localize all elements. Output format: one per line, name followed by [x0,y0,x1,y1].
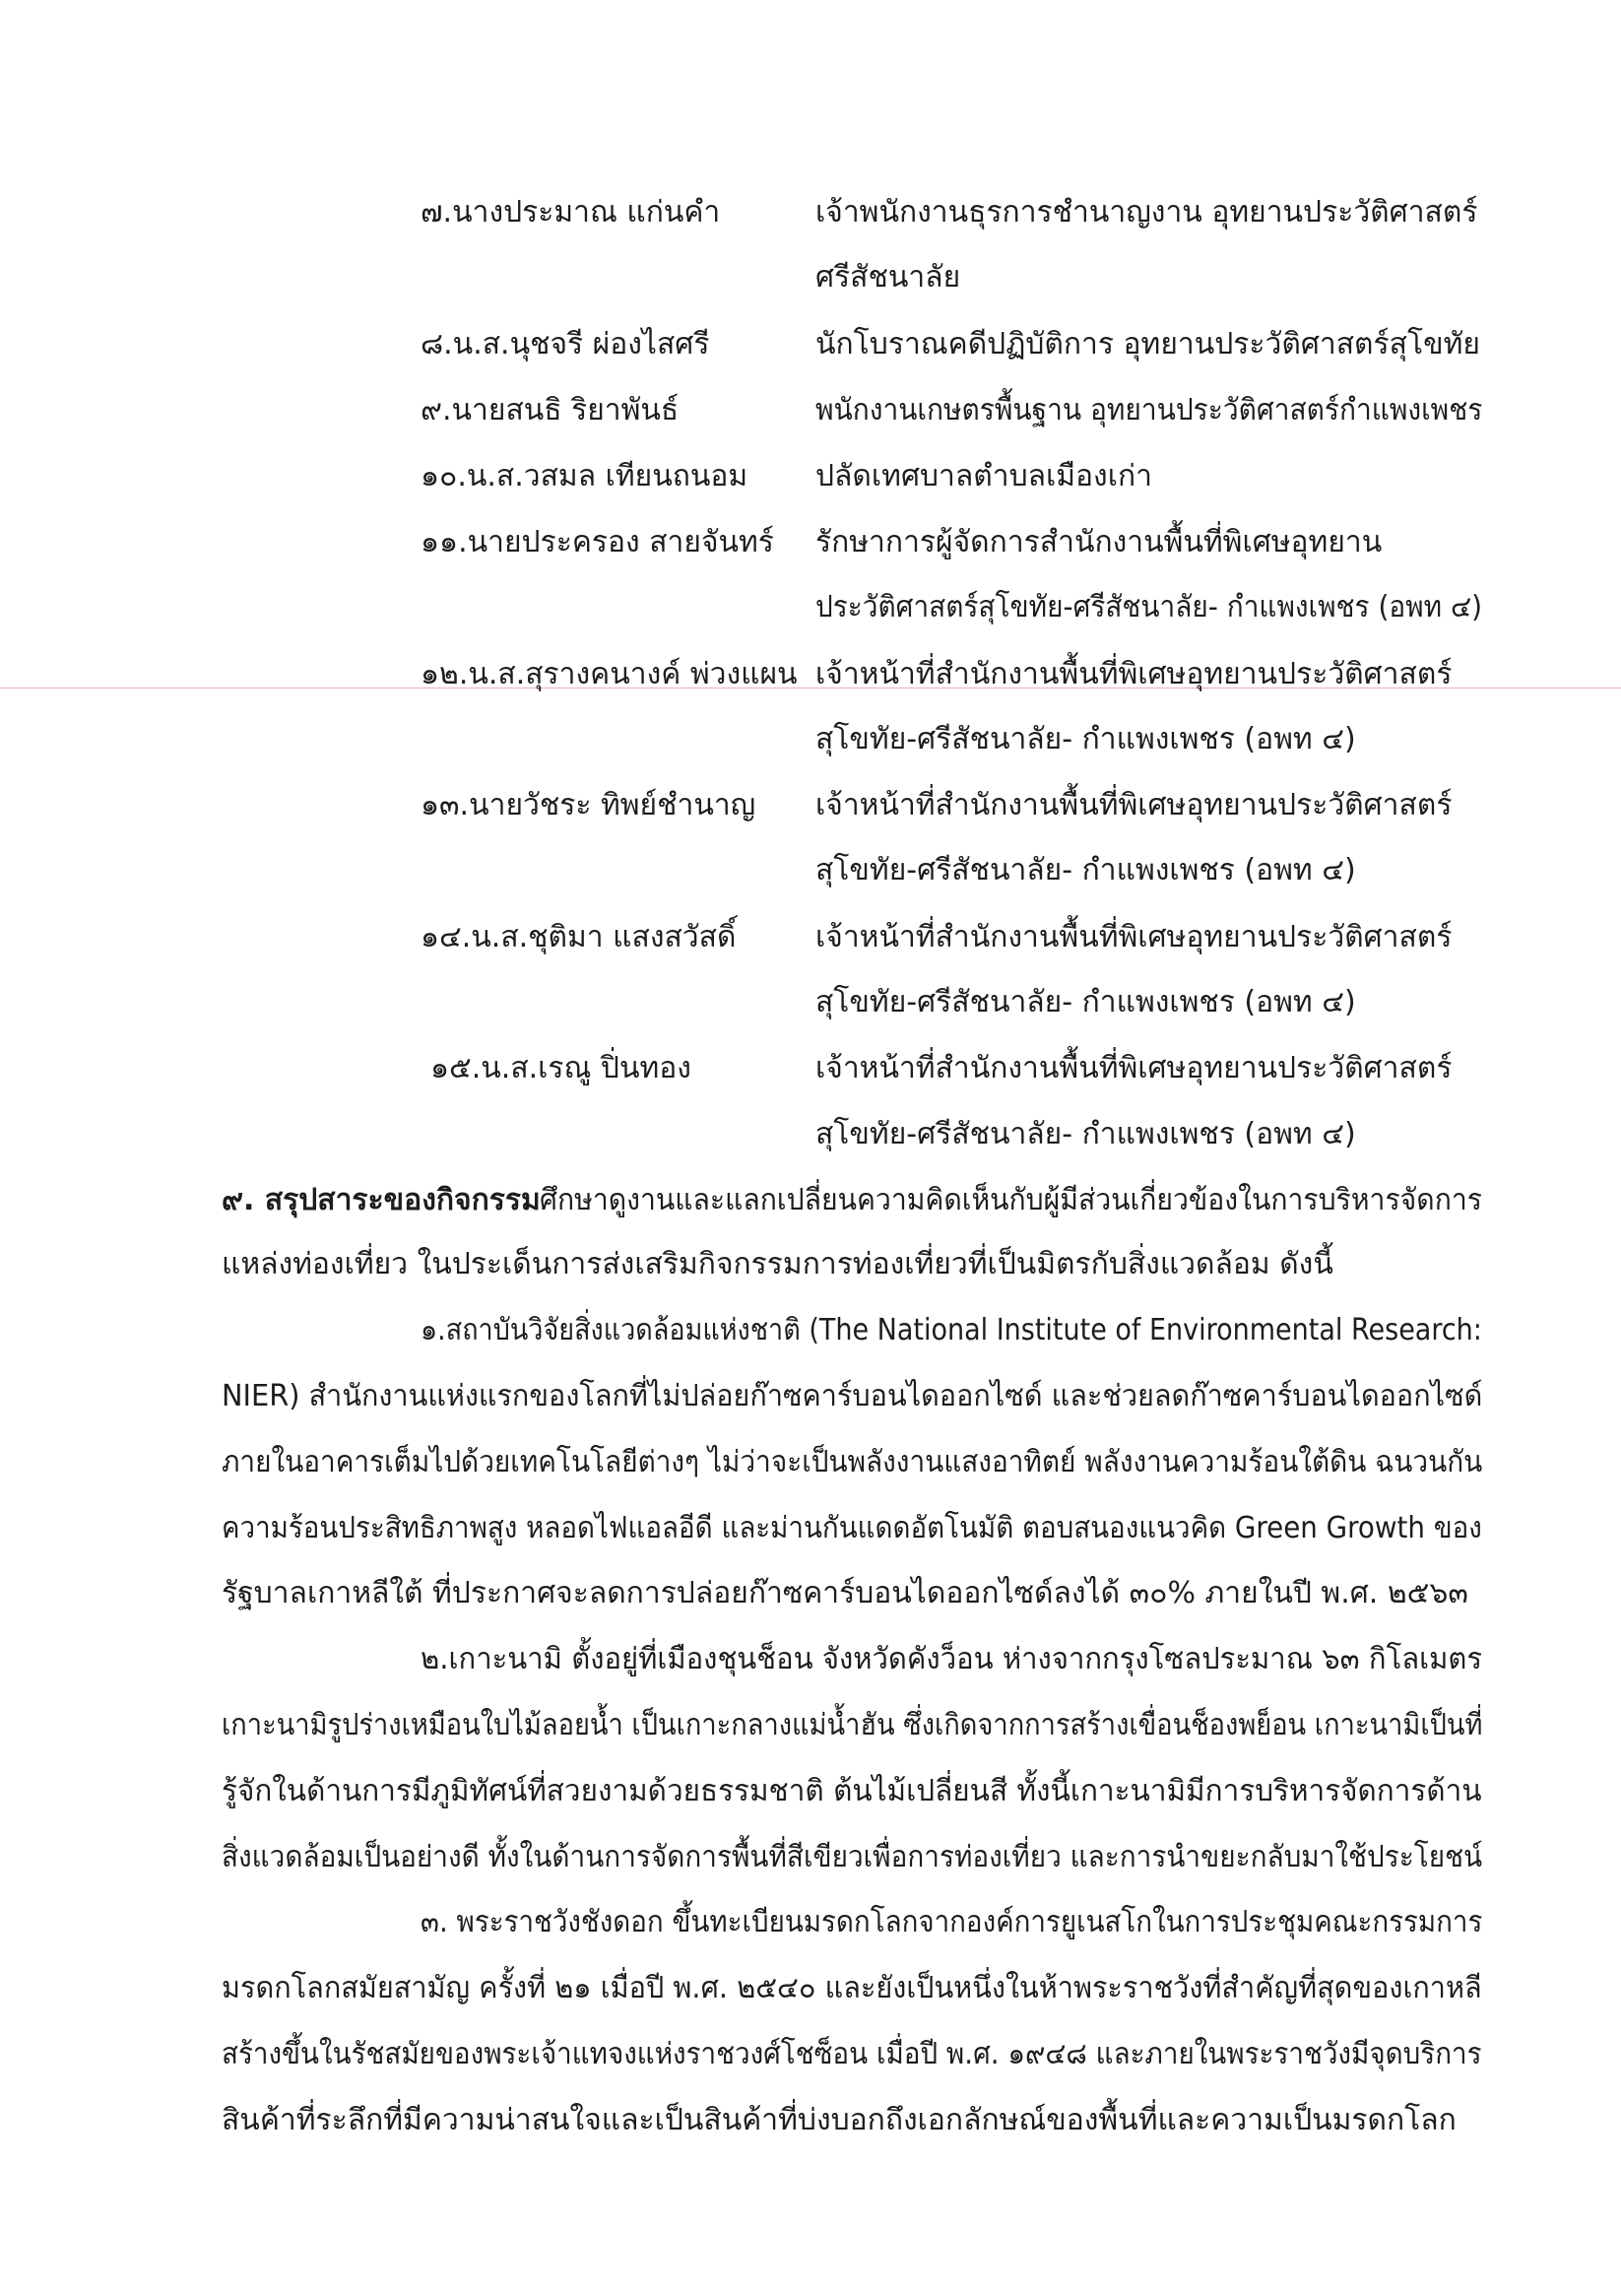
staff-name: ๘.น.ส.นุชจรี ผ่องไสศรี [421,327,710,361]
staff-name: ๑๔.น.ส.ชุติมา แสงสวัสดิ์ [421,920,737,954]
staff-name: ๑๐.น.ส.วสมล เทียนถนอม [421,459,748,493]
staff-position: ประวัติศาสตร์สุโขทัย-ศรีสัชนาลัย- กำแพงเพชร (อพท ๔) [815,590,1483,624]
staff-position: เจ้าหน้าที่สำนักงานพื้นที่พิเศษอุทยานประวัติศาสตร์ [815,788,1453,822]
paragraph-line: ความร้อนประสิทธิภาพสูง หลอดไฟแอลอีดี และม่านกันแดดอัตโนมัติ ตอบสนองแนวคิด Green Growth ของ [222,1511,1482,1545]
staff-position: เจ้าพนักงานธุรการชำนาญงาน อุทยานประวัติศาสตร์ [815,195,1478,230]
staff-position: เจ้าหน้าที่สำนักงานพื้นที่พิเศษอุทยานประวัติศาสตร์ [815,657,1453,691]
paragraph-line: ภายในอาคารเต็มไปด้วยเทคโนโลยีต่างๆ ไม่ว่าจะเป็นพลังงานแสงอาทิตย์ พลังงานความร้อนใต้ดิน ฉนวนกัน [222,1445,1483,1479]
paragraph-line: สร้างขึ้นในรัชสมัยของพระเจ้าแทจงแห่งราชวงศ์โชซ็อน เมื่อปี พ.ศ. ๑๙๔๘ และภายในพระราชวังมีจุดบริการ [222,2037,1482,2071]
staff-position: ปลัดเทศบาลตำบลเมืองเก่า [815,459,1152,493]
staff-position: นักโบราณคดีปฏิบัติการ อุทยานประวัติศาสตร์สุโขทัย [815,327,1480,361]
staff-name: ๑๓.นายวัชระ ทิพย์ชำนาญ [421,788,756,822]
section-intro: แหล่งท่องเที่ยว ในประเด็นการส่งเสริมกิจกรรมการท่องเที่ยวที่เป็นมิตรกับสิ่งแวดล้อม ดังนี้ [222,1247,1333,1281]
paragraph-line: รัฐบาลเกาหลีใต้ ที่ประกาศจะลดการปล่อยก๊าซคาร์บอนไดออกไซด์ลงได้ ๓๐% ภายในปี พ.ศ. ๒๕๖๓ [222,1576,1468,1610]
staff-position: รักษาการผู้จัดการสำนักงานพื้นที่พิเศษอุทยาน [815,525,1383,559]
staff-position: สุโขทัย-ศรีสัชนาลัย- กำแพงเพชร (อพท ๔) [815,985,1356,1019]
staff-position: สุโขทัย-ศรีสัชนาลัย- กำแพงเพชร (อพท ๔) [815,1117,1356,1151]
paragraph-line: สินค้าที่ระลึกที่มีความน่าสนใจและเป็นสินค้าที่บ่งบอกถึงเอกลักษณ์ของพื้นที่และความเป็นมรดกโลก [222,2103,1457,2137]
staff-position: พนักงานเกษตรพื้นฐาน อุทยานประวัติศาสตร์กำแพงเพชร [815,393,1483,427]
staff-position: สุโขทัย-ศรีสัชนาลัย- กำแพงเพชร (อพท ๔) [815,853,1356,887]
section-heading: ๙. สรุปสาระของกิจกรรม [222,1183,541,1217]
staff-position: เจ้าหน้าที่สำนักงานพื้นที่พิเศษอุทยานประวัติศาสตร์ [815,1051,1453,1085]
paragraph-line: ๓. พระราชวังชังดอก ขึ้นทะเบียนมรดกโลกจากองค์การยูเนสโกในการประชุมคณะกรรมการ [421,1905,1483,1939]
staff-name: ๑๒.น.ส.สุรางคนางค์ พ่วงแผน [421,657,798,691]
paragraph-line: เกาะนามิรูปร่างเหมือนใบไม้ลอยน้ำ เป็นเกาะกลางแม่น้ำฮัน ซึ่งเกิดจากการสร้างเขื่อนช็องพย็อน เกาะนามิเป็นที่ [222,1708,1483,1742]
staff-name: ๑๕.น.ส.เรณู ปิ่นทอง [430,1051,691,1085]
staff-name: ๑๑.นายประครอง สายจันทร์ [421,525,774,559]
paragraph-line: ๑.สถาบันวิจัยสิ่งแวดล้อมแห่งชาติ (The National Institute of Environmental Research: [421,1313,1482,1347]
section-intro: ศึกษาดูงานและแลกเปลี่ยนความคิดเห็นกับผู้มีส่วนเกี่ยวข้องในการบริหารจัดการ [540,1183,1482,1217]
paragraph-line: มรดกโลกสมัยสามัญ ครั้งที่ ๒๑ เมื่อปี พ.ศ. ๒๕๔๐ และยังเป็นหนึ่งในห้าพระราชวังที่สำคัญที่สุดของเกาหลี [222,1971,1482,2005]
staff-name: ๙.นายสนธิ ริยาพันธ์ [421,393,680,427]
paragraph-line: NIER) สำนักงานแห่งแรกของโลกที่ไม่ปล่อยก๊าซคาร์บอนไดออกไซด์ และช่วยลดก๊าซคาร์บอนไดออกไซด์ [222,1379,1483,1413]
staff-name: ๗.นางประมาณ แก่นคำ [421,195,721,230]
staff-position: ศรีสัชนาลัย [815,260,961,295]
paragraph-line: รู้จักในด้านการมีภูมิทัศน์ที่สวยงามด้วยธรรมชาติ ต้นไม้เปลี่ยนสี ทั้งนี้เกาะนามิมีการบริหารจัดการด้าน [222,1774,1482,1808]
paragraph-line: ๒.เกาะนามิ ตั้งอยู่ที่เมืองชุนช็อน จังหวัดคังว็อน ห่างจากกรุงโซลประมาณ ๖๓ กิโลเมตร [421,1642,1483,1676]
staff-position: เจ้าหน้าที่สำนักงานพื้นที่พิเศษอุทยานประวัติศาสตร์ [815,920,1453,954]
staff-position: สุโขทัย-ศรีสัชนาลัย- กำแพงเพชร (อพท ๔) [815,722,1356,756]
paragraph-line: สิ่งแวดล้อมเป็นอย่างดี ทั้งในด้านการจัดการพื้นที่สีเขียวเพื่อการท่องเที่ยว และการนำขยะกลับมาใช้ประโยชน์ [222,1840,1483,1874]
